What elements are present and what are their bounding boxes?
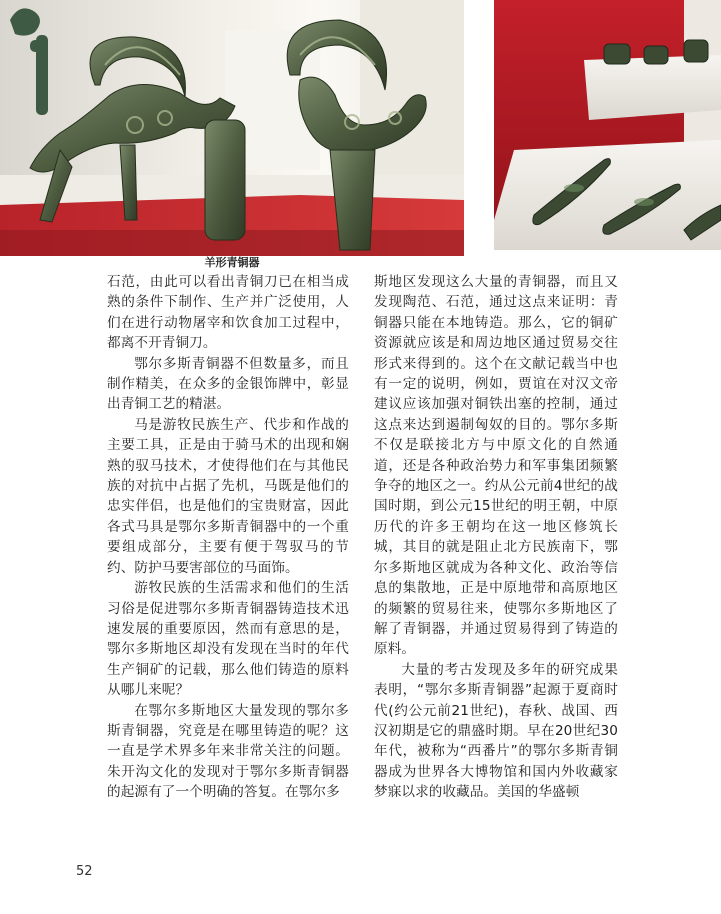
goat-bronze-illustration [0,0,464,256]
bronze-artifacts-illustration [494,0,721,250]
article-column-left [107,272,349,803]
paragraph: 斯地区发现这么大量的青铜器，而且又发现陶范、石范，通过这点来证明：青铜器只能在本地铸造。那么，它的铜矿资源就应该是和周边地区通过贸易交往形式来得到的。这个在文献记载当中也有一定的说明，例如，贾谊在对汉文帝建议应该加强对铜铁出塞的控制，通过这点来达到遏制匈奴的目的。鄂尔多斯不仅是联接北方与中原文化的自然通道，还是各种政治势力和军事集团频繁争夺的地区之一。约从公元前4世纪的战国时期，到公元15世纪的明王朝，中原历代的许多王朝均在这一地区修筑长城，其目的就是阻止北方民族南下，鄂尔多斯地区就成为各种文化、政治等信息的集散地，正是中原地带和高原地区的频繁的贸易往来，使鄂尔多斯地区了解了青铜器，并通过贸易得到了铸造的原料。 [374,274,618,658]
goat-bronze-photo [0,0,464,256]
page-number: 52 [76,864,93,879]
paragraph: 石范，由此可以看出青铜刀已在相当成熟的条件下制作、生产并广泛使用，人们在进行动物屠宰和饮食加工过程中，都离不开青铜刀。 [107,274,349,352]
figure-caption: 羊形青铜器 [204,256,260,269]
article-column-right [374,272,618,803]
paragraph: 大量的考古发现及多年的研究成果表明，“鄂尔多斯青铜器”起源于夏商时代(约公元前21世纪)，春秋、战国、西汉初期是它的鼎盛时期。早在20世纪30年代，被称为“西番片”的鄂尔多斯青铜器成为世界各大博物馆和国内外收藏家梦寐以求的收藏品。美国的华盛顿 [374,661,618,801]
paragraph: 游牧民族的生活需求和他们的生活习俗是促进鄂尔多斯青铜器铸造技术迅速发展的重要原因，然而有意思的是，鄂尔多斯地区却没有发现在当时的年代生产铜矿的记载，那么他们铸造的原料从哪儿来呢？ [107,580,349,699]
paragraph: 马是游牧民族生产、代步和作战的主要工具，正是由于骑马术的出现和娴熟的驭马技术，才使得他们在与其他民族的对抗中占据了先机，马既是他们的忠实伴侣，也是他们的宝贵财富，因此各式马具是鄂尔多斯青铜器中的一个重要组成部分，主要有便于驾驭马的节约、防护马要害部位的马面饰。 [107,416,349,576]
bronze-artifacts-photo [494,0,721,250]
paragraph: 鄂尔多斯青铜器不但数量多，而且制作精美，在众多的金银饰牌中，彰显出青铜工艺的精湛。 [107,355,349,413]
paragraph: 在鄂尔多斯地区大量发现的鄂尔多斯青铜器，究竟是在哪里铸造的呢？这一直是学术界多年来非常关注的问题。朱开沟文化的发现对于鄂尔多斯青铜器的起源有了一个明确的答复。在鄂尔多 [107,702,349,801]
